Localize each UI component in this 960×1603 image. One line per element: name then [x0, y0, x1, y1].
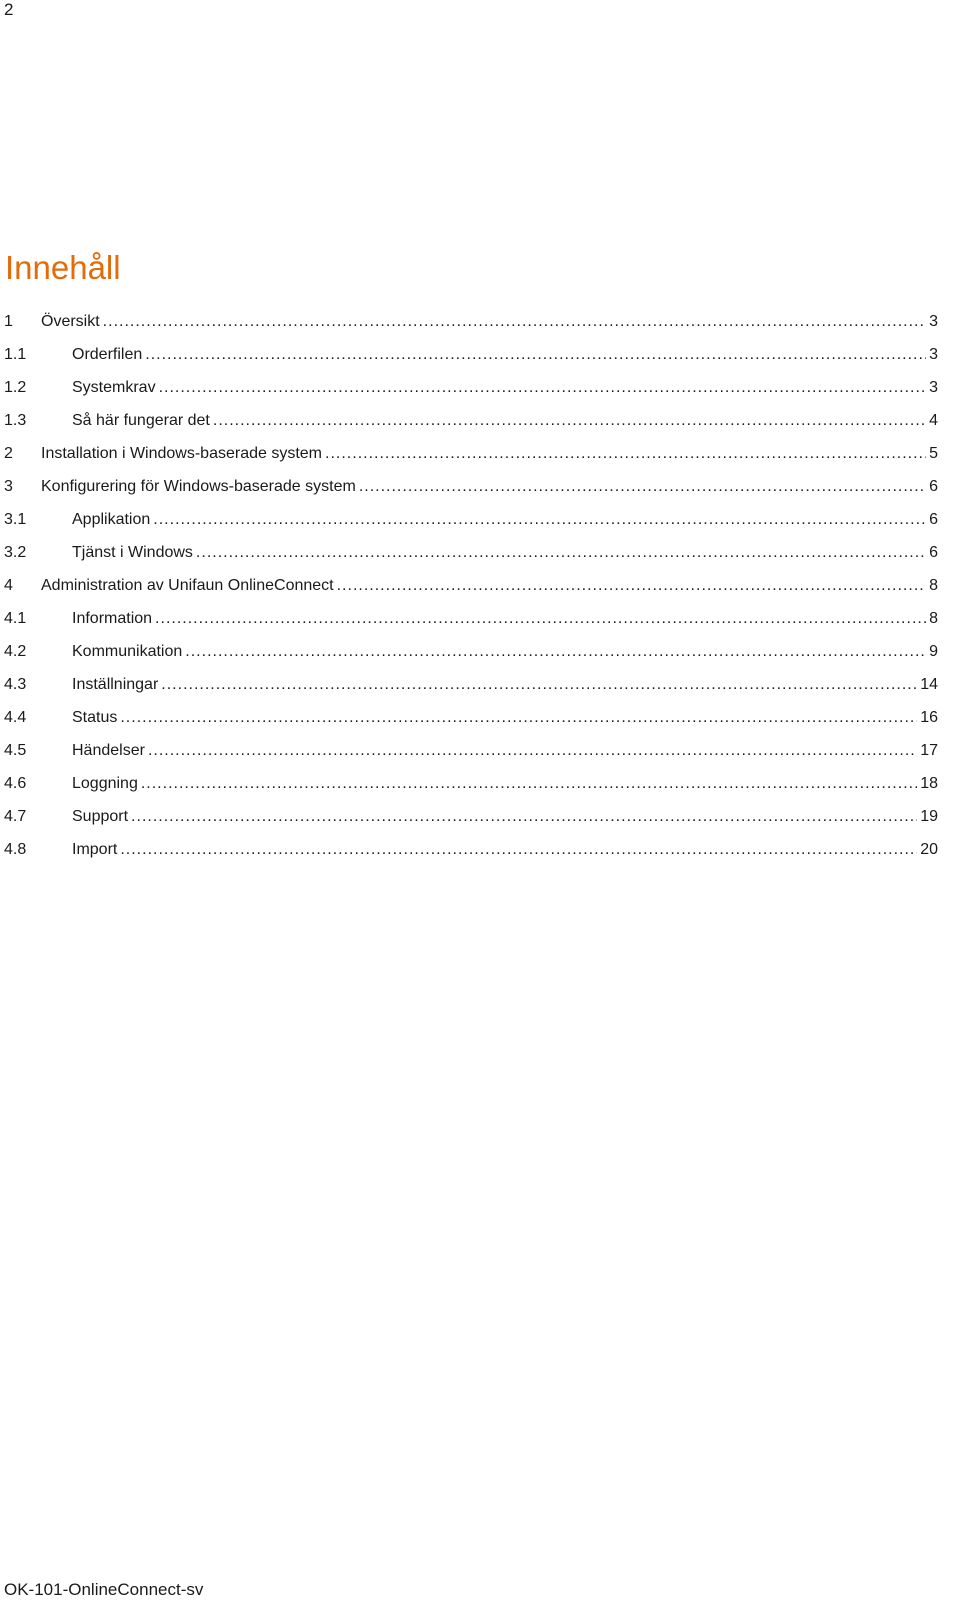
toc-entry-title[interactable]: Loggning — [72, 775, 138, 792]
toc-leader-dots — [185, 642, 926, 662]
toc-entry-title[interactable]: Information — [72, 610, 153, 627]
toc-entry-page: 17 — [920, 742, 938, 759]
toc-entry-title[interactable]: Händelser — [72, 742, 145, 759]
toc-entry-title[interactable]: Så här fungerar det — [72, 412, 210, 429]
toc-leader-dots — [325, 444, 926, 464]
toc-entry-number: 1.3 — [4, 412, 27, 429]
toc-entry-number: 3 — [4, 478, 13, 495]
page-number: 2 — [4, 0, 14, 19]
toc-heading: Innehåll — [5, 249, 121, 286]
toc-entry-number: 3.2 — [4, 544, 27, 561]
toc-entry-page: 3 — [929, 379, 938, 396]
toc-entry-title[interactable]: Support — [72, 808, 129, 825]
toc-leader-dots — [145, 345, 926, 365]
toc-entry[interactable] — [4, 510, 938, 543]
toc-entry-title[interactable]: Installation i Windows-baserade system — [41, 445, 323, 462]
toc-leader-dots — [161, 675, 917, 695]
toc-entry[interactable] — [4, 675, 938, 708]
toc-leader-dots — [159, 378, 927, 398]
toc-entry-title[interactable]: Import — [72, 841, 118, 858]
toc-entry-title[interactable]: Applikation — [72, 511, 151, 528]
toc-entry-page: 18 — [920, 775, 938, 792]
toc-leader-dots — [103, 312, 926, 332]
toc-entry-number: 4.3 — [4, 676, 27, 693]
toc-entry-page: 4 — [929, 412, 938, 429]
toc-leader-dots — [213, 411, 926, 431]
toc-entry-title[interactable]: Översikt — [41, 313, 100, 330]
toc-entry[interactable] — [4, 312, 938, 345]
toc-entry-number: 1.2 — [4, 379, 27, 396]
toc-entry-title[interactable]: Tjänst i Windows — [72, 544, 193, 561]
toc-entry-title[interactable]: Inställningar — [72, 676, 159, 693]
toc-entry-page: 16 — [920, 709, 938, 726]
toc-entry-title[interactable]: Status — [72, 709, 118, 726]
toc-entry-page: 8 — [929, 610, 938, 627]
toc-entry-number: 1.1 — [4, 346, 27, 363]
toc-entry[interactable] — [4, 543, 938, 576]
toc-entry-page: 19 — [920, 808, 938, 825]
toc-entry-number: 4.6 — [4, 775, 27, 792]
toc-entry-title[interactable]: Orderfilen — [72, 346, 143, 363]
toc-entry-page: 8 — [929, 577, 938, 594]
toc-entry[interactable] — [4, 774, 938, 807]
toc-entry-number: 4.8 — [4, 841, 27, 858]
toc-entry-page: 6 — [929, 544, 938, 561]
toc-leader-dots — [148, 741, 917, 761]
toc-entry-page: 3 — [929, 313, 938, 330]
toc-entry[interactable] — [4, 444, 938, 477]
toc-entry-page: 3 — [929, 346, 938, 363]
toc-entry-number: 3.1 — [4, 511, 27, 528]
toc-entry-title[interactable]: Konfigurering för Windows-baserade system — [41, 478, 356, 495]
toc-entry[interactable] — [4, 576, 938, 609]
toc-entry-page: 5 — [929, 445, 938, 462]
toc-entry-title[interactable]: Systemkrav — [72, 379, 156, 396]
toc-leader-dots — [131, 807, 917, 827]
toc-entry[interactable] — [4, 642, 938, 675]
toc-entry-number: 2 — [4, 445, 13, 462]
toc-leader-dots — [120, 708, 917, 728]
toc-entry-number: 4 — [4, 577, 13, 594]
toc-entry[interactable] — [4, 411, 938, 444]
document-footer: OK-101-OnlineConnect-sv — [4, 1580, 204, 1599]
toc-entry-number: 4.1 — [4, 610, 27, 627]
toc-entry-number: 1 — [4, 313, 13, 330]
toc-entry-page: 6 — [929, 478, 938, 495]
toc-entry[interactable] — [4, 378, 938, 411]
toc-entry-number: 4.2 — [4, 643, 27, 660]
toc-leader-dots — [153, 510, 926, 530]
toc-entry-page: 6 — [929, 511, 938, 528]
toc-entry-title[interactable]: Administration av Unifaun OnlineConnect — [41, 577, 334, 594]
toc-entry[interactable] — [4, 807, 938, 840]
toc-entry[interactable] — [4, 477, 938, 510]
toc-entry[interactable] — [4, 840, 938, 873]
toc-entry-page: 20 — [920, 841, 938, 858]
toc-entry-number: 4.7 — [4, 808, 27, 825]
toc-entry[interactable] — [4, 708, 938, 741]
toc-entry-page: 14 — [920, 676, 938, 693]
toc-leader-dots — [120, 840, 917, 860]
toc-leader-dots — [141, 774, 917, 794]
toc-entry-title[interactable]: Kommunikation — [72, 643, 183, 660]
toc-leader-dots — [196, 543, 926, 563]
toc-entry-number: 4.4 — [4, 709, 27, 726]
toc-leader-dots — [337, 576, 926, 596]
toc-entry-number: 4.5 — [4, 742, 27, 759]
table-of-contents — [4, 312, 938, 873]
toc-entry[interactable] — [4, 609, 938, 642]
toc-entry[interactable] — [4, 345, 938, 378]
toc-entry-page: 9 — [929, 643, 938, 660]
toc-entry[interactable] — [4, 741, 938, 774]
toc-leader-dots — [359, 477, 926, 497]
toc-leader-dots — [155, 609, 926, 629]
